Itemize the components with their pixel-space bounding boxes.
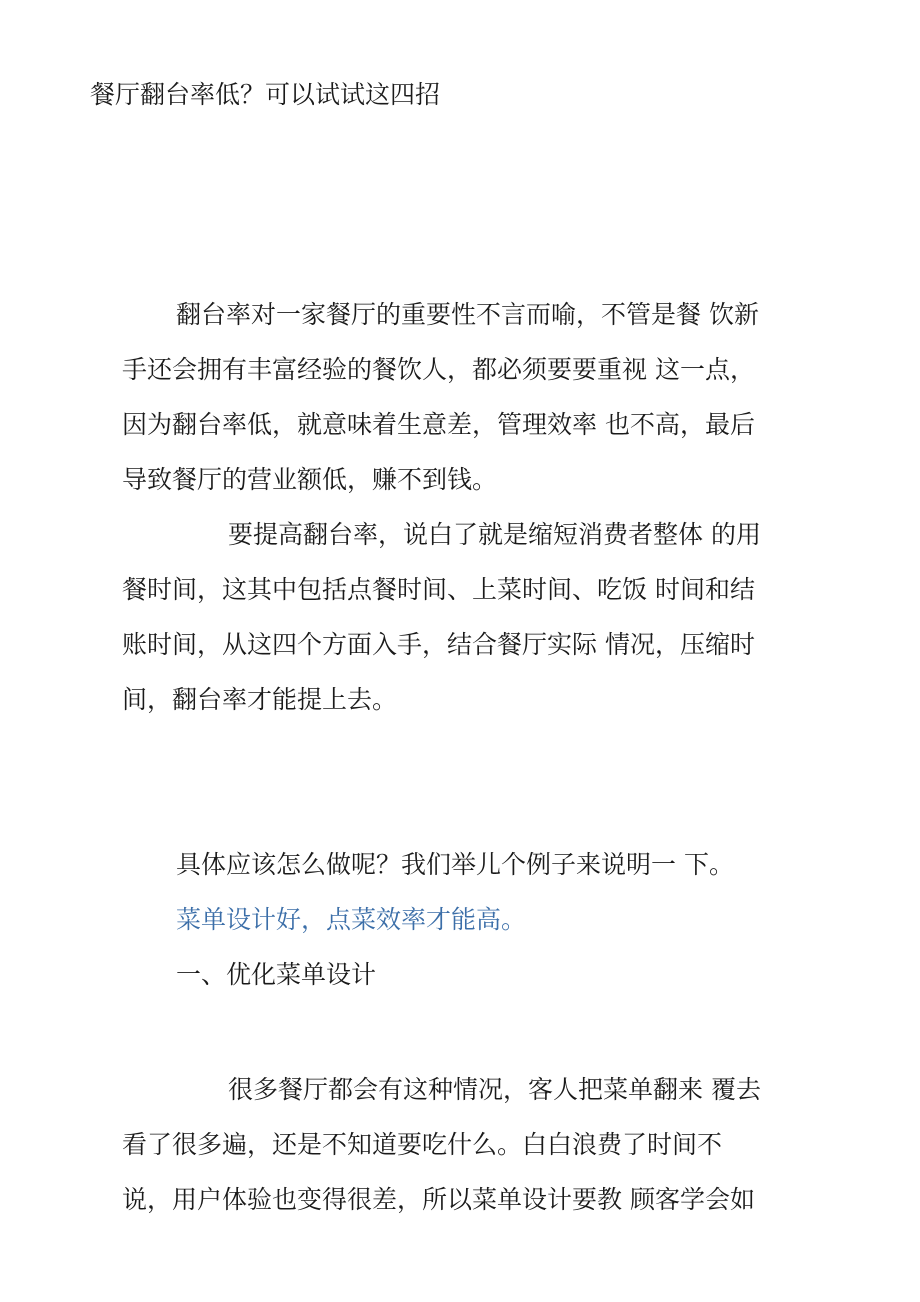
paragraph-1-line-3: 因为翻台率低，就意味着生意差，管理效率 也不高，最后 [122, 410, 755, 439]
paragraph-2-line-2: 餐时间，这其中包括点餐时间、上菜时间、吃饭 时间和结 [122, 575, 755, 604]
paragraph-3-line-3: 说，用户体验也变得很差，所以菜单设计要教 顾客学会如 [122, 1185, 755, 1214]
paragraph-1-line-2: 手还会拥有丰富经验的餐饮人，都必须要要重视 这一点， [122, 355, 755, 384]
paragraph-2-line-1: 要提高翻台率，说白了就是缩短消费者整体 的用 [228, 520, 761, 549]
paragraph-2-line-4: 间，翻台率才能提上去。 [122, 685, 398, 714]
paragraph-3-line-2: 看了很多遍，还是不知道要吃什么。白白浪费了时间不 [122, 1130, 723, 1159]
intro-question: 具体应该怎么做呢？我们举儿个例子来说明一 下。 [176, 850, 734, 879]
paragraph-1-line-1: 翻台率对一家餐厅的重要性不言而喻，不管是餐 饮新 [176, 300, 759, 329]
paragraph-1-line-4: 导致餐厅的营业额低，赚不到钱。 [122, 465, 498, 494]
paragraph-3-line-1: 很多餐厅都会有这种情况，客人把菜单翻来 覆去 [228, 1075, 761, 1104]
section-heading: 一、优化菜单设计 [176, 960, 377, 989]
paragraph-2-line-3: 账时间，从这四个方面入手，结合餐厅实际 情况，压缩时 [122, 630, 755, 659]
document-title: 餐厅翻台率低？可以试试这四招 [90, 80, 441, 109]
highlight-line: 菜单设计好，点菜效率才能高。 [176, 905, 527, 934]
